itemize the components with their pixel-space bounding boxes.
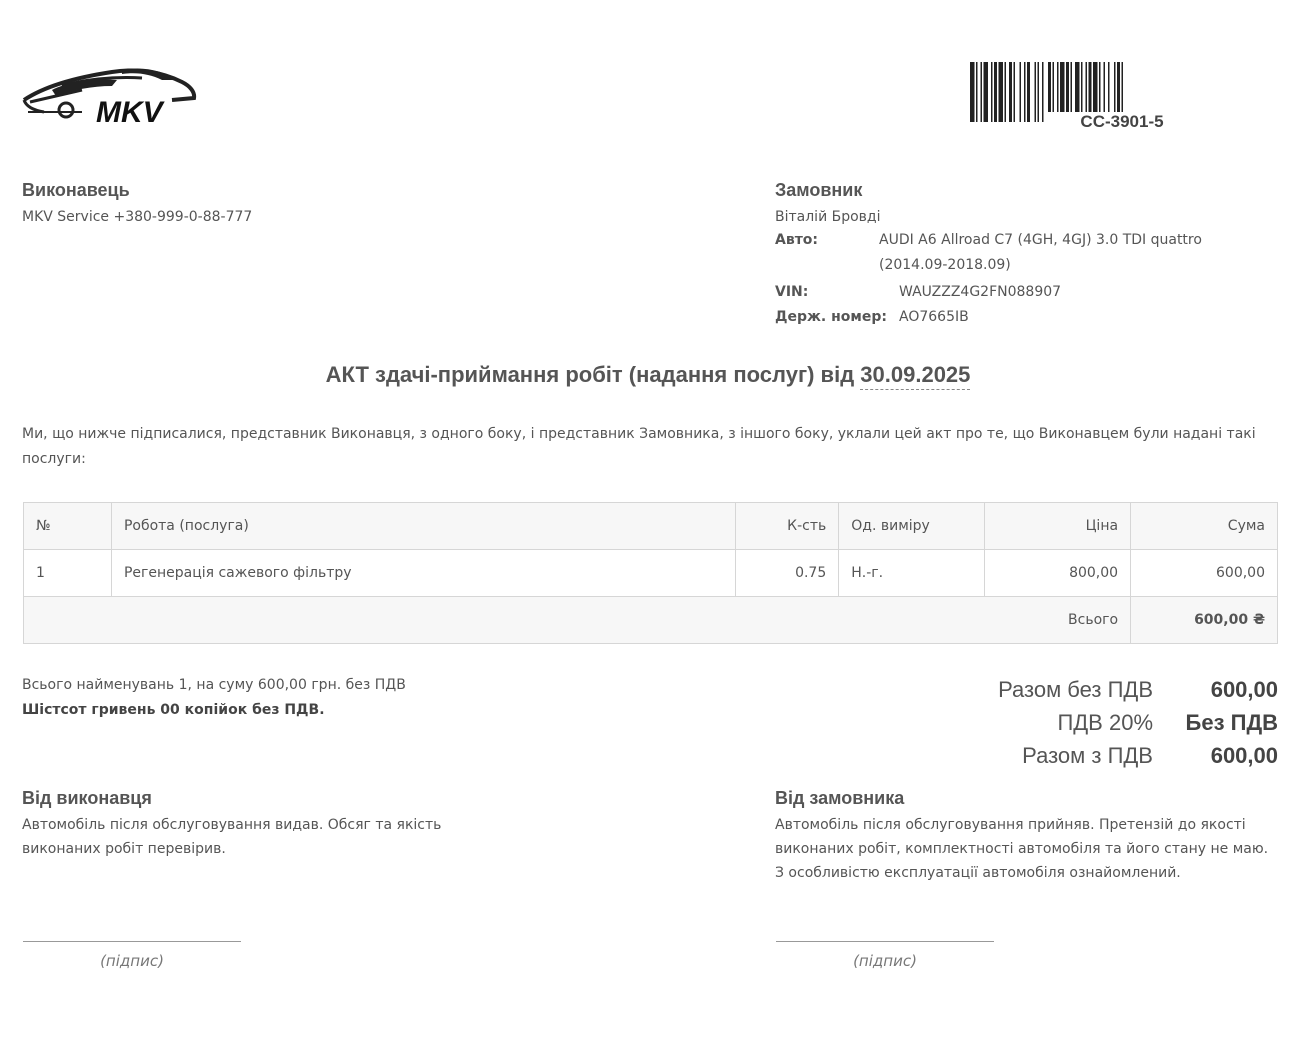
executor-signature-line: [23, 941, 241, 942]
customer-signature-caption: (підпис): [853, 952, 917, 970]
company-logo: [22, 60, 197, 126]
customer-signature-line: [776, 941, 994, 942]
barcode-bar: [1035, 62, 1037, 122]
barcode-code: CC-3901-5: [1048, 112, 1196, 132]
col-header-num: №: [24, 503, 112, 550]
col-header-qty: К-сть: [736, 503, 839, 550]
barcode-bar: [1024, 62, 1026, 122]
table-total-row: [24, 597, 1278, 644]
total-label: Всього: [24, 597, 1131, 644]
sum-in-words: [22, 673, 406, 723]
table-header-row: [24, 503, 1278, 550]
barcode-bar: [981, 62, 983, 122]
barcode-bar: [1042, 62, 1044, 122]
barcode-bar: [1009, 62, 1012, 122]
plate-label: Держ. номер:: [775, 309, 887, 325]
executor-heading: Виконавець: [22, 180, 130, 200]
vat-value: Без ПДВ: [1185, 710, 1278, 735]
barcode-bar: [1014, 62, 1016, 122]
barcode-bar: [1020, 62, 1022, 122]
customer-name: Віталій Бровді: [775, 209, 881, 225]
total-with-vat-label: Разом з ПДВ: [1022, 743, 1153, 768]
from-executor-text: Автомобіль після обслуговування видав. Обсяг та якість виконаних робіт перевірив.: [22, 817, 442, 857]
car-line1: AUDI A6 Allroad C7 (4GH, 4GJ) 3.0 TDI quattro: [879, 232, 1202, 248]
cell-price: 800,00: [985, 550, 1131, 597]
cell-unit: Н.-г.: [839, 550, 985, 597]
document-title-text: АКТ здачі-приймання робіт (надання послуг) від: [325, 362, 855, 387]
from-customer-text: Автомобіль після обслуговування прийняв. Претензій до якості виконаних робіт, комплектності автомобіля та його стану не маю. З особливістю експлуатації автомобіля ознайомлений.: [775, 817, 1269, 881]
from-executor-heading: Від виконавця: [22, 788, 152, 808]
barcode-bar: [970, 62, 975, 122]
total-no-vat-value: 600,00: [1210, 677, 1278, 702]
vin-label: VIN:: [775, 284, 809, 300]
executor-signature-caption: (підпис): [100, 952, 164, 970]
barcode-bar: [1027, 62, 1030, 122]
totals-block: [880, 673, 1278, 772]
col-header-price: Ціна: [985, 503, 1131, 550]
cell-work: Регенерація сажевого фільтру: [111, 550, 735, 597]
col-header-sum: Сума: [1131, 503, 1278, 550]
barcode-bar: [1038, 62, 1040, 122]
cell-qty: 0.75: [736, 550, 839, 597]
car-line2: (2014.09-2018.09): [879, 257, 1011, 273]
total-with-vat-value: 600,00: [1210, 743, 1278, 768]
barcode-bar: [991, 62, 993, 122]
col-header-work: Робота (послуга): [111, 503, 735, 550]
customer-heading: Замовник: [775, 180, 863, 200]
document-date: 30.09.2025: [860, 362, 970, 390]
document-title: [0, 362, 1296, 388]
barcode-bar: [994, 62, 997, 122]
plate-value: AO7665IB: [899, 309, 969, 325]
intro-paragraph: Ми, що нижче підписалися, представник Виконавця, з одного боку, і представник Замовника, з іншого боку, уклали цей акт про те, що Виконавцем були надані такі послуги:: [22, 426, 1256, 467]
cell-sum: 600,00: [1131, 550, 1278, 597]
barcode-bar: [1005, 62, 1007, 122]
col-header-unit: Од. виміру: [839, 503, 985, 550]
logo-text: MKV: [96, 96, 163, 126]
table-row: [24, 550, 1278, 597]
barcode-bar: [984, 62, 989, 122]
from-customer-heading: Від замовника: [775, 788, 905, 808]
total-no-vat-label: Разом без ПДВ: [998, 677, 1153, 702]
cell-num: 1: [24, 550, 112, 597]
executor-info: MKV Service +380-999-0-88-777: [22, 209, 253, 225]
vin-value: WAUZZZ4G2FN088907: [899, 284, 1062, 300]
summary-line2: Шістсот гривень 00 копійок без ПДВ.: [22, 702, 325, 718]
total-value: 600,00 ₴: [1131, 597, 1278, 644]
barcode-bar: [976, 62, 978, 122]
services-table: [23, 502, 1278, 644]
car-label: Авто:: [775, 232, 819, 248]
summary-line1: Всього найменувань 1, на суму 600,00 грн. без ПДВ: [22, 677, 406, 693]
vat-label: ПДВ 20%: [1057, 710, 1153, 735]
barcode-bar: [999, 62, 1004, 122]
car-value: [879, 228, 1202, 278]
